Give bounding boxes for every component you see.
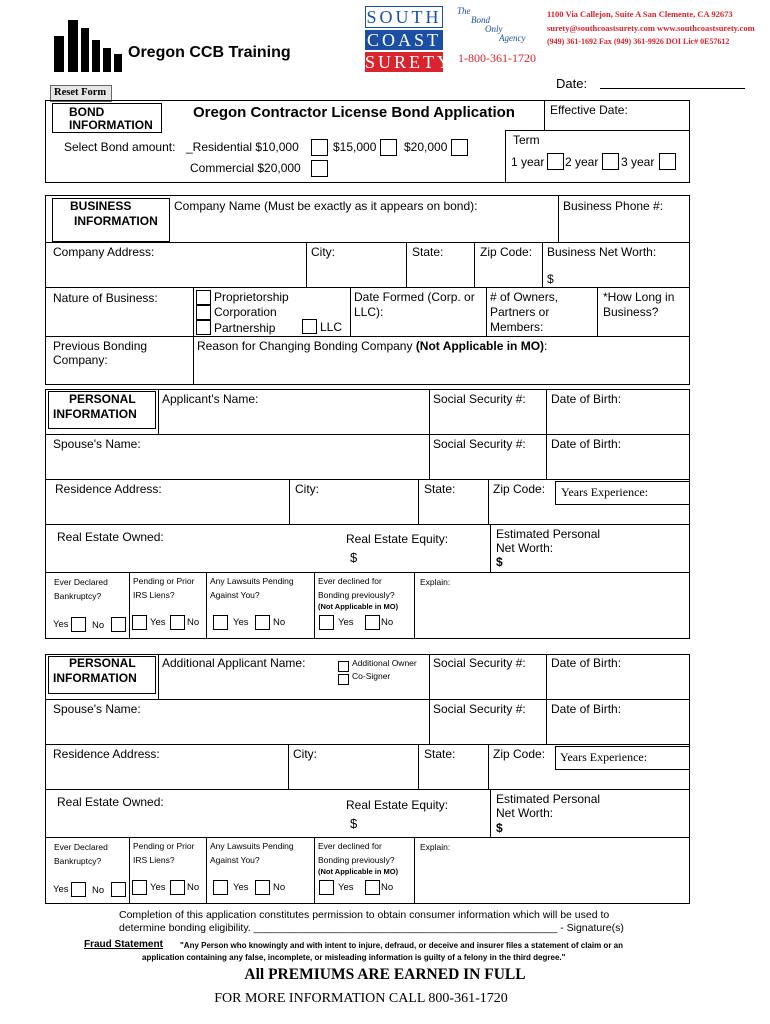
irs-2-no-label: No <box>187 882 200 893</box>
bankrupt-label-1: Ever Declared <box>54 577 108 587</box>
divider <box>558 195 559 242</box>
divider <box>474 242 475 287</box>
divider <box>206 837 207 904</box>
years-exp-2-label: Years Experience: <box>560 750 648 764</box>
residence-2-state-label: State: <box>424 747 456 761</box>
logo-line-coast: COAST <box>366 30 441 50</box>
lawsuits-no-label: No <box>273 617 286 628</box>
form-title: Oregon Contractor License Bond Application <box>193 104 515 121</box>
training-title: Oregon CCB Training <box>128 44 291 61</box>
est-net-worth-2-2: Net Worth: <box>496 806 554 820</box>
fraud-statement-label: Fraud Statement <box>84 939 163 950</box>
partnership-label: Partnership <box>214 321 276 335</box>
consent-text-2: determine bonding eligibility. ____________________________________________________ - Signature(s) <box>119 922 624 934</box>
surety-fax: (949) 361-1692 Fax (949) 361-9926 DOI Lic# 0E57612 <box>547 37 730 46</box>
date-line[interactable] <box>600 88 745 89</box>
equity-2-dollar: $ <box>350 816 358 831</box>
company-address-label: Company Address: <box>53 245 155 259</box>
logo-line-south: SOUTH <box>366 7 442 27</box>
irs-label-1: Pending or Prior <box>133 576 195 586</box>
term-divider <box>505 130 506 183</box>
divider <box>45 744 690 745</box>
explain-label: Explain: <box>420 577 451 587</box>
bond-select-label: Select Bond amount: <box>64 140 176 154</box>
bankrupt-2-yes-label: Yes <box>53 884 69 895</box>
declined-2-yes-checkbox[interactable] <box>319 880 334 895</box>
business-state-label: State: <box>412 245 444 259</box>
divider <box>406 242 407 287</box>
date-formed-label-1: Date Formed (Corp. or <box>354 290 475 304</box>
irs-2-label-2: IRS Liens? <box>133 855 175 865</box>
applicant-ssn-label: Social Security #: <box>433 392 526 406</box>
declined-2-yes-label: Yes <box>338 882 354 893</box>
declined-2-label-2: Bonding previously? <box>318 855 395 865</box>
divider <box>314 572 315 639</box>
surety-contact: surety@southcoastsurety.com www.southcoastsurety.com <box>547 23 755 33</box>
term-1-label: 1 year <box>511 155 545 169</box>
effective-date-label: Effective Date: <box>550 103 628 117</box>
reset-form-label: Reset Form <box>54 87 107 98</box>
proprietorship-label: Proprietorship <box>214 290 289 304</box>
divider <box>306 242 307 287</box>
how-long-label-2: Business? <box>603 305 659 319</box>
divider <box>418 479 419 524</box>
bankrupt-2-yes-checkbox[interactable] <box>71 882 86 897</box>
bankrupt-yes-checkbox[interactable] <box>71 617 86 632</box>
lawsuits-label-2: Against You? <box>210 590 260 600</box>
agency-tagline-3: Only <box>485 24 503 34</box>
logo-line-surety: SURETY <box>365 52 454 72</box>
divider <box>490 524 491 572</box>
declined-yes-checkbox[interactable] <box>319 615 334 630</box>
residence-label: Residence Address: <box>55 482 162 496</box>
date-formed-label-2: LLC): <box>354 305 384 319</box>
prev-bonding-label-1: Previous Bonding <box>53 339 148 353</box>
proprietorship-checkbox[interactable] <box>196 290 211 305</box>
personal-2-label-1: PERSONAL <box>69 656 136 670</box>
divider <box>45 336 690 337</box>
divider <box>158 389 159 434</box>
bankrupt-2-label-1: Ever Declared <box>54 842 108 852</box>
company-name-label: Company Name (Must be exactly as it appears on bond): <box>174 199 478 213</box>
lawsuits-2-no-checkbox[interactable] <box>255 880 270 895</box>
declined-2-no-label: No <box>381 882 394 893</box>
divider <box>45 572 690 573</box>
lawsuits-2-label-1: Any Lawsuits Pending <box>210 841 294 851</box>
reason-bold: (Not Applicable in MO) <box>415 339 545 353</box>
lawsuits-2-label-2: Against You? <box>210 855 260 865</box>
co-signer-label: Co-Signer <box>352 671 391 681</box>
opt-15000-label: $15,000 <box>333 140 377 154</box>
equity-dollar: $ <box>350 550 358 565</box>
declined-label-3: (Not Applicable in MO) <box>318 602 399 611</box>
partnership-checkbox[interactable] <box>196 320 211 335</box>
residential-label: _Residential $10,000 <box>186 140 299 154</box>
divider <box>488 744 489 789</box>
term-3-checkbox[interactable] <box>659 153 676 170</box>
lawsuits-2-yes-label: Yes <box>233 882 249 893</box>
applicant-dob-label: Date of Birth: <box>551 392 622 406</box>
est-net-worth-2-dollar: $ <box>496 821 503 835</box>
owners-label-2: Partners or <box>490 305 550 319</box>
business-zip-label: Zip Code: <box>480 245 533 259</box>
divider <box>289 479 290 524</box>
declined-yes-label: Yes <box>338 617 354 628</box>
reason-label <box>197 340 547 354</box>
irs-2-no-checkbox[interactable] <box>170 880 185 895</box>
irs-yes-label: Yes <box>150 617 166 628</box>
corporation-checkbox[interactable] <box>196 305 211 320</box>
divider <box>414 572 415 639</box>
residence-2-label: Residence Address: <box>53 747 160 761</box>
declined-2-label-1: Ever declined for <box>318 841 382 851</box>
additional-name-label: Additional Applicant Name: <box>162 656 306 670</box>
explain-2-label: Explain: <box>420 842 451 852</box>
business-city-label: City: <box>311 245 335 259</box>
lawsuits-no-checkbox[interactable] <box>255 615 270 630</box>
irs-no-label: No <box>187 617 200 628</box>
agency-tagline-4: Agency <box>499 33 526 43</box>
divider <box>45 699 690 700</box>
declined-label-1: Ever declined for <box>318 576 382 586</box>
consent-text-1: Completion of this application constitutes permission to obtain consumer information which will be used to <box>119 909 610 921</box>
bankrupt-yes-label: Yes <box>53 619 69 630</box>
spouse-2-name-label: Spouse's Name: <box>53 702 141 716</box>
irs-no-checkbox[interactable] <box>170 615 185 630</box>
more-info-call: FOR MORE INFORMATION CALL 800-361-1720 <box>214 991 508 1006</box>
how-long-label-1: *How Long in <box>603 290 675 304</box>
est-net-worth-dollar: $ <box>496 555 503 569</box>
prev-bonding-label-2: Company: <box>53 353 108 367</box>
spouse-name-label: Spouse's Name: <box>53 437 141 451</box>
divider <box>288 744 289 789</box>
commercial-checkbox[interactable] <box>311 160 328 177</box>
divider <box>193 287 194 336</box>
term-2-label: 2 year <box>565 155 599 169</box>
surety-phone: 1-800-361-1720 <box>458 51 536 65</box>
term-label: Term <box>513 133 540 147</box>
real-estate-label: Real Estate Owned: <box>57 530 164 544</box>
owners-label-3: Members: <box>490 320 544 334</box>
commercial-label: Commercial $20,000 <box>190 161 301 175</box>
personal-1-label-2: INFORMATION <box>53 407 137 421</box>
nature-label: Nature of Business: <box>53 291 158 305</box>
business-label-2: INFORMATION <box>74 214 158 228</box>
lawsuits-2-no-label: No <box>273 882 286 893</box>
term-1-checkbox[interactable] <box>547 153 564 170</box>
divider <box>542 242 543 287</box>
declined-2-label-3: (Not Applicable in MO) <box>318 867 399 876</box>
llc-checkbox[interactable] <box>302 319 317 334</box>
net-worth-label: Business Net Worth: <box>547 245 657 259</box>
opt-15000-checkbox[interactable] <box>380 139 397 156</box>
applicant-name-label: Applicant's Name: <box>162 392 259 406</box>
est-net-worth-1: Estimated Personal <box>496 527 601 541</box>
equity-2-label: Real Estate Equity: <box>346 798 449 812</box>
business-phone-label: Business Phone #: <box>563 199 664 213</box>
divider <box>488 479 489 524</box>
divider <box>314 837 315 904</box>
years-exp-label: Years Experience: <box>561 485 649 499</box>
date-label: Date: <box>556 76 588 91</box>
real-estate-2-label: Real Estate Owned: <box>57 795 164 809</box>
bankrupt-no-checkbox[interactable] <box>111 617 126 632</box>
surety-logo <box>365 6 454 72</box>
additional-owner-label: Additional Owner <box>352 658 417 668</box>
opt-20000-label: $20,000 <box>404 140 448 154</box>
irs-2-label-1: Pending or Prior <box>133 841 195 851</box>
lawsuits-2-yes-checkbox[interactable] <box>213 880 228 895</box>
divider <box>45 479 690 480</box>
spouse-2-ssn-label: Social Security #: <box>433 702 526 716</box>
declined-2-no-checkbox[interactable] <box>365 880 380 895</box>
spouse-2-dob-label: Date of Birth: <box>551 702 622 716</box>
additional-owner-checkbox[interactable] <box>338 659 349 673</box>
business-label-1: BUSINESS <box>70 199 132 213</box>
fraud-text-2: application containing any false, incomplete, or misleading information is guilty of a felony in the third degree." <box>142 953 566 962</box>
est-net-worth-2: Net Worth: <box>496 541 554 555</box>
divider <box>490 789 491 837</box>
owners-label-1: # of Owners, <box>490 290 559 304</box>
lawsuits-label-1: Any Lawsuits Pending <box>210 576 294 586</box>
spouse-dob-label: Date of Birth: <box>551 437 622 451</box>
divider <box>206 572 207 639</box>
reason-end: : <box>544 339 548 353</box>
agency-tagline-2: Bond <box>471 15 490 25</box>
divider <box>597 287 598 336</box>
divider <box>414 837 415 904</box>
company-logo <box>52 14 124 72</box>
irs-2-yes-checkbox[interactable] <box>132 880 147 895</box>
divider <box>129 837 130 904</box>
bankrupt-2-no-checkbox[interactable] <box>111 882 126 897</box>
lawsuits-yes-label: Yes <box>233 617 249 628</box>
irs-2-yes-label: Yes <box>150 882 166 893</box>
co-signer-checkbox[interactable] <box>338 672 349 686</box>
divider <box>45 837 690 838</box>
bankrupt-no-label: No <box>92 620 105 631</box>
additional-ssn-label: Social Security #: <box>433 656 526 670</box>
divider <box>45 789 690 790</box>
residence-2-city-label: City: <box>293 747 317 761</box>
equity-label: Real Estate Equity: <box>346 532 449 546</box>
term-3-label: 3 year <box>621 155 655 169</box>
residence-city-label: City: <box>295 482 319 496</box>
additional-dob-label: Date of Birth: <box>551 656 622 670</box>
residence-zip-label: Zip Code: <box>493 482 546 496</box>
term-top <box>505 130 690 131</box>
residence-state-label: State: <box>424 482 456 496</box>
bankrupt-2-label-2: Bankruptcy? <box>54 856 102 866</box>
term-2-checkbox[interactable] <box>602 153 619 170</box>
llc-label: LLC <box>320 320 343 334</box>
divider <box>45 434 690 435</box>
divider <box>45 242 690 243</box>
divider <box>129 572 130 639</box>
corporation-label: Corporation <box>214 305 277 319</box>
irs-label-2: IRS Liens? <box>133 590 175 600</box>
declined-label-2: Bonding previously? <box>318 590 395 600</box>
personal-1-label-1: PERSONAL <box>69 392 136 406</box>
declined-no-label: No <box>381 617 394 628</box>
surety-address: 1100 Via Callejon, Suite A San Clemente, CA 92673 <box>547 9 733 19</box>
est-net-worth-2-1: Estimated Personal <box>496 792 601 806</box>
lawsuits-yes-checkbox[interactable] <box>213 615 228 630</box>
irs-yes-checkbox[interactable] <box>132 615 147 630</box>
divider <box>45 287 690 288</box>
bankrupt-2-no-label: No <box>92 885 105 896</box>
residential-checkbox[interactable] <box>311 139 328 156</box>
divider <box>350 287 351 336</box>
premiums-notice: All PREMIUMS ARE EARNED IN FULL <box>244 966 526 983</box>
opt-20000-checkbox[interactable] <box>451 139 468 156</box>
divider <box>45 524 690 525</box>
agency-tagline-1: The <box>457 6 471 16</box>
divider <box>486 287 487 336</box>
personal-2-label-2: INFORMATION <box>53 671 137 685</box>
bond-label-2: INFORMATION <box>69 118 153 132</box>
bond-label-1: BOND <box>69 105 105 119</box>
bankrupt-label-2: Bankruptcy? <box>54 591 102 601</box>
divider <box>158 654 159 699</box>
effective-divider <box>544 100 545 130</box>
net-worth-dollar: $ <box>547 272 554 286</box>
fraud-text-1: "Any Person who knowingly and with intent to injure, defraud, or deceive and insurer files a statement of claim or an <box>180 941 623 950</box>
spouse-ssn-label: Social Security #: <box>433 437 526 451</box>
residence-2-zip-label: Zip Code: <box>493 747 546 761</box>
declined-no-checkbox[interactable] <box>365 615 380 630</box>
divider <box>193 336 194 385</box>
reason-text: Reason for Changing Bonding Company <box>197 339 416 353</box>
divider <box>418 744 419 789</box>
